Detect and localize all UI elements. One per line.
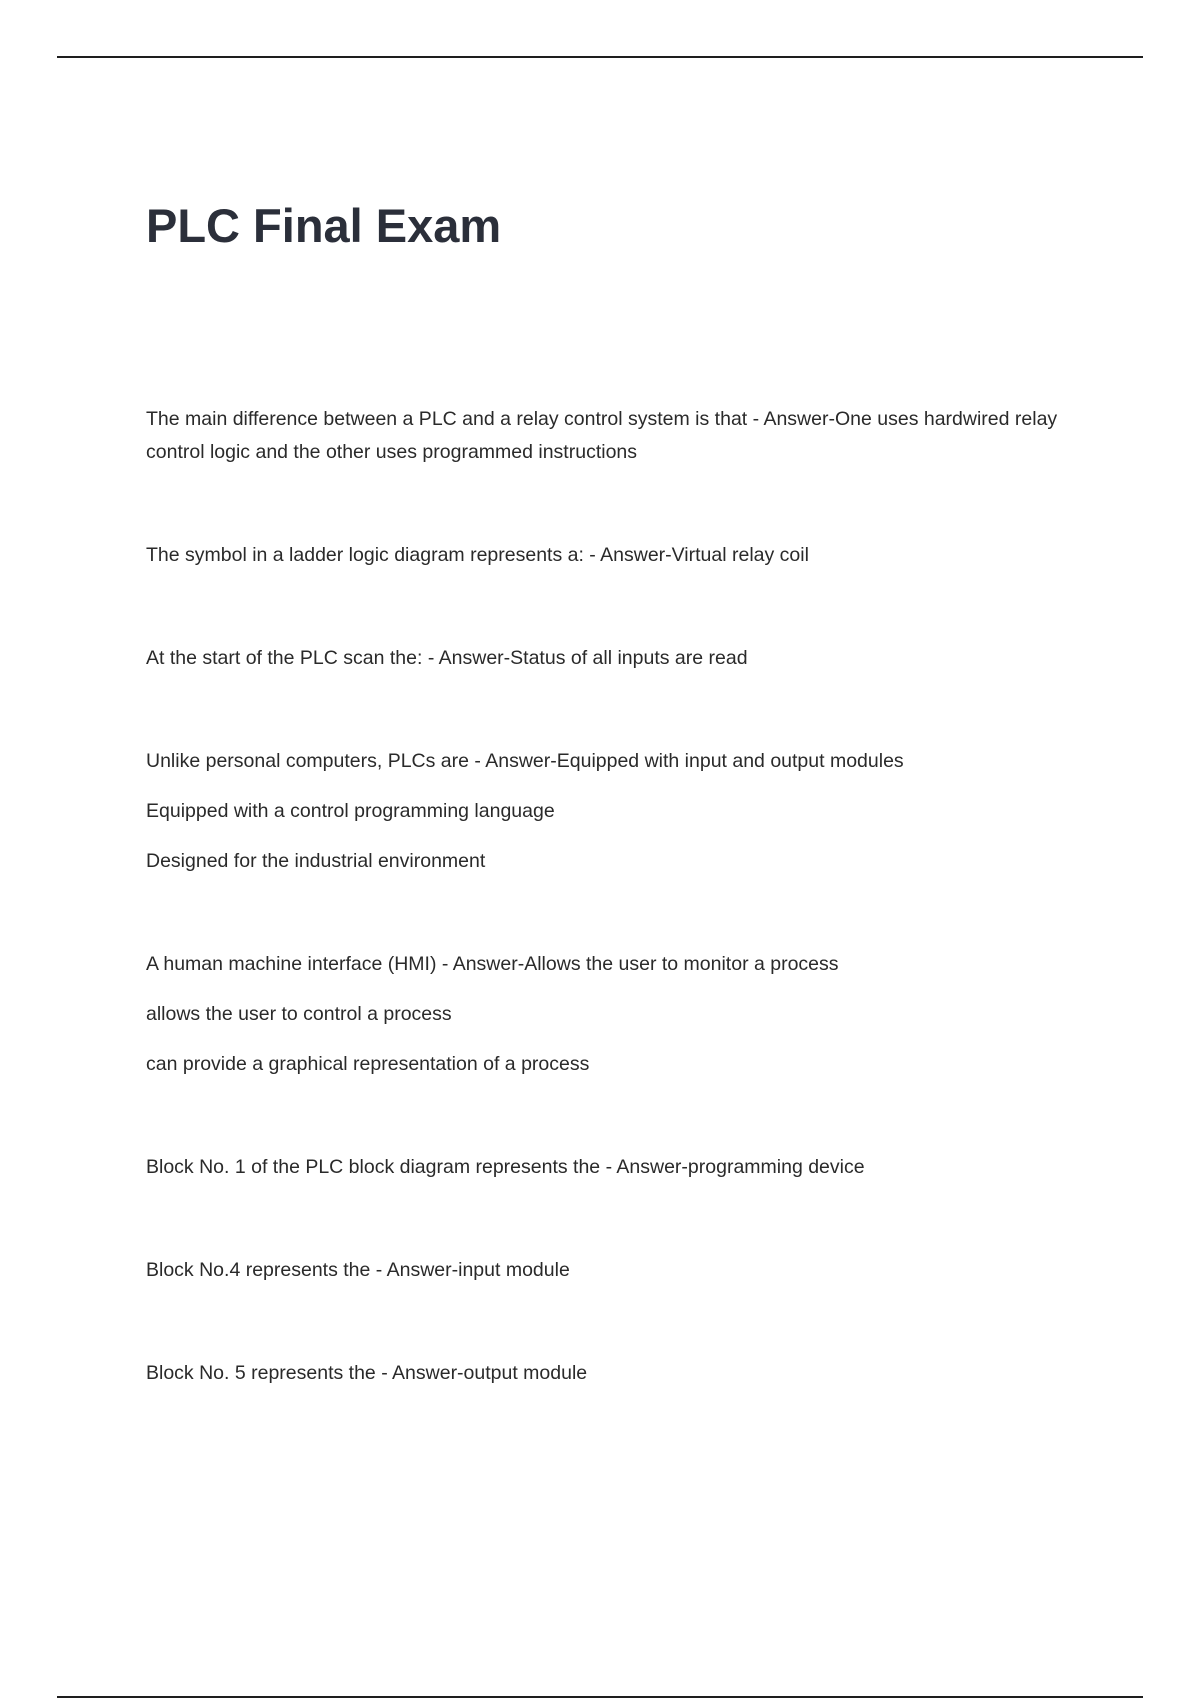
qa-text: Block No. 5 represents the - Answer-output module bbox=[146, 1362, 588, 1384]
qa-extra-line: Equipped with a control programming language bbox=[146, 800, 555, 822]
footer-rule bbox=[57, 1696, 1143, 1698]
qa-item bbox=[146, 948, 1106, 1081]
qa-extra-line: allows the user to control a process bbox=[146, 1003, 452, 1025]
qa-list bbox=[146, 403, 1106, 1390]
qa-item bbox=[146, 642, 1106, 675]
qa-text: Block No.4 represents the - Answer-input module bbox=[146, 1259, 570, 1281]
qa-text: At the start of the PLC scan the: - Answer-Status of all inputs are read bbox=[146, 647, 748, 669]
qa-item bbox=[146, 1254, 1106, 1287]
qa-text: Unlike personal computers, PLCs are - Answer-Equipped with input and output modules bbox=[146, 750, 904, 772]
qa-item bbox=[146, 745, 1106, 878]
qa-text: The main difference between a PLC and a relay control system is that - Answer-One uses hardwired relay control logic and the other uses programmed instructions bbox=[146, 408, 1058, 463]
qa-extra-line: can provide a graphical representation of a process bbox=[146, 1053, 590, 1075]
qa-text: Block No. 1 of the PLC block diagram represents the - Answer-programming device bbox=[146, 1156, 865, 1178]
page-title: PLC Final Exam bbox=[146, 199, 502, 252]
qa-item bbox=[146, 1151, 1106, 1184]
qa-item bbox=[146, 403, 1106, 469]
header-rule bbox=[57, 56, 1143, 58]
qa-item bbox=[146, 1357, 1106, 1390]
qa-extra-line: Designed for the industrial environment bbox=[146, 850, 486, 872]
qa-item bbox=[146, 539, 1106, 572]
qa-text: A human machine interface (HMI) - Answer-Allows the user to monitor a process bbox=[146, 953, 839, 975]
qa-text: The symbol in a ladder logic diagram represents a: - Answer-Virtual relay coil bbox=[146, 544, 809, 566]
